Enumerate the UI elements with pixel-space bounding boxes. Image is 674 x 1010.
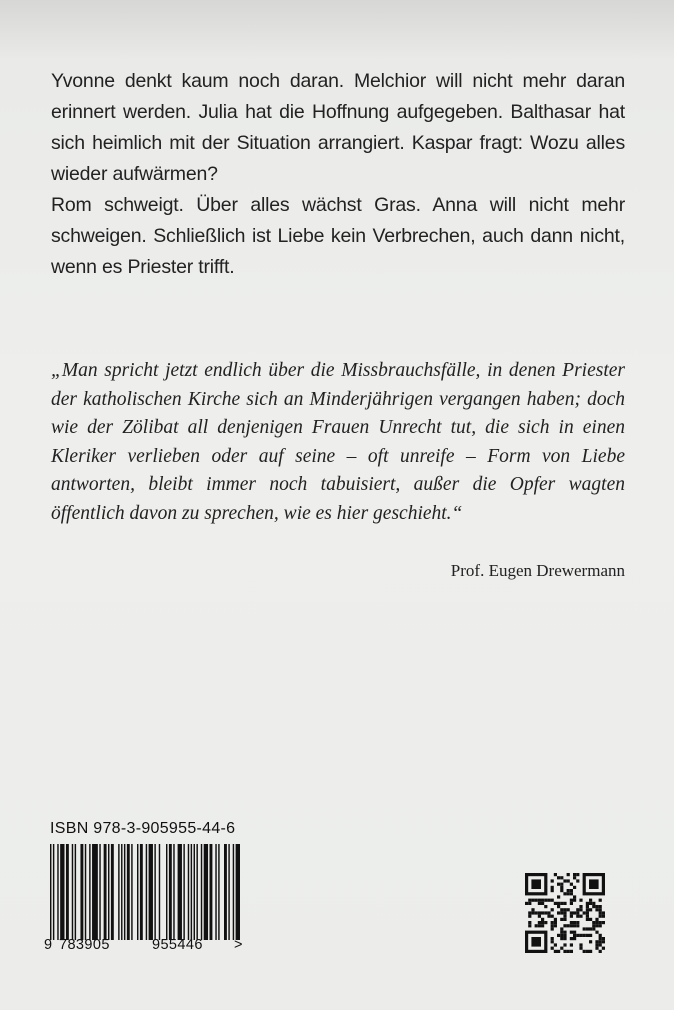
isbn-label: ISBN 978-3-905955-44-6: [50, 820, 236, 837]
ean-group-2: 955446: [152, 937, 203, 953]
barcode: [44, 820, 244, 960]
quote-author: Prof. Eugen Drewermann: [450, 561, 625, 580]
top-shadow: [0, 0, 674, 60]
ean-first-digit: 9: [44, 937, 53, 953]
quote-text: „Man spricht jetzt endlich über die Missbrauchsfälle, in denen Priester der katholischen Kirche sich an Minderjährigen vergangen haben; doch wie der Zölibat all denjenigen Frauen Unrecht tut, die sich in einen Kleriker verlieben oder auf seine – oft unreife – Form von Liebe antworten, bleibt immer noch tabuisiert, außer die Opfer wagten öffentlich davon zu sprechen, wie es hier geschieht.“: [51, 360, 625, 524]
blurb-paragraph-1: Yvonne denkt kaum noch daran. Melchior will nicht mehr daran erinnert werden. Julia hat die Hoffnung aufgegeben. Balthasar hat sich heimlich mit der Situation arrangiert. Kaspar fragt: Wozu alles wieder aufwärmen?: [51, 70, 625, 185]
blurb-text: [51, 66, 625, 283]
ean-group-1: 783905: [59, 937, 110, 953]
ean-quiet-marker: >: [234, 937, 243, 953]
blurb-paragraph-2: Rom schweigt. Über alles wächst Gras. Anna will nicht mehr schweigen. Schließlich ist Liebe kein Verbrechen, auch dann nicht, wenn es Priester trifft.: [51, 194, 625, 278]
qr-code-icon: [525, 873, 605, 953]
barcode-bars-icon: [50, 844, 240, 942]
